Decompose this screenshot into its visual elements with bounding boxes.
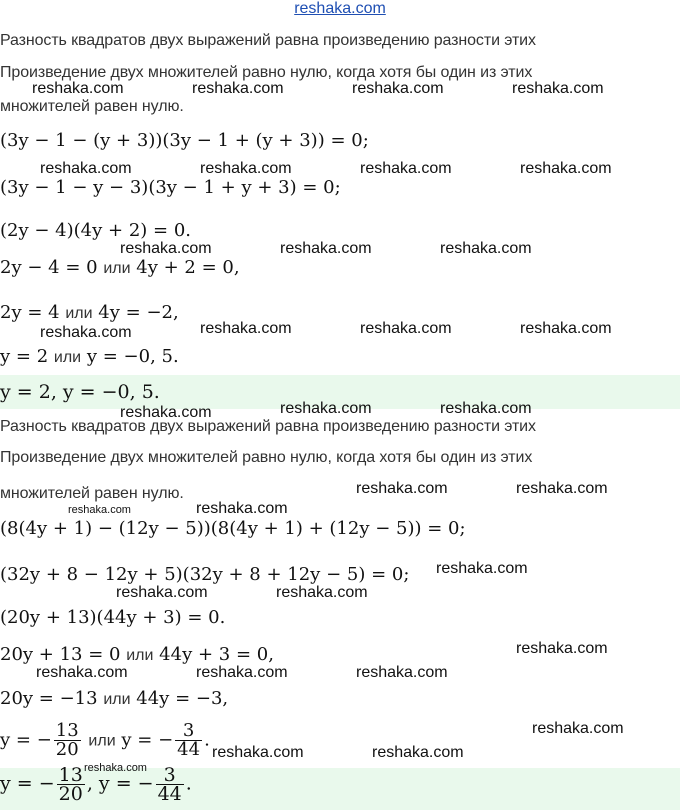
fraction [175,722,202,759]
or-word: или [88,732,116,750]
or-word: или [65,305,93,322]
or-word: или [103,260,131,277]
fraction-denominator: 44 [177,739,201,760]
equation-line: (20y + 13)(44y + 3) = 0. [0,607,226,628]
watermark: reshaka.com [120,404,212,421]
site-header-link[interactable]: reshaka.com [294,0,386,17]
explanation-text: Произведение двух множителей равно нулю, когда хотя бы один из этих [0,64,533,81]
watermark: reshaka.com [512,80,604,97]
equation-part: 4y = −2, [98,302,179,323]
watermark: reshaka.com [356,664,448,681]
watermark: reshaka.com [520,320,612,337]
equation-line [0,346,179,367]
or-word: или [103,691,131,708]
equation-part: y = − [0,772,55,795]
watermark: reshaka.com [280,400,372,417]
equation-part: 4y + 2 = 0, [136,257,240,278]
watermark: reshaka.com [352,80,444,97]
equation-part: . [185,772,192,795]
watermark: reshaka.com [280,240,372,257]
watermark: reshaka.com [436,560,528,577]
watermark: reshaka.com [40,324,132,341]
fraction [57,766,85,803]
fraction-numerator: 3 [175,722,202,741]
watermark: reshaka.com [440,240,532,257]
explanation-text: Произведение двух множителей равно нулю, когда хотя бы один из этих [0,449,533,466]
equation-line [0,688,228,709]
equation-line [0,644,274,665]
watermark: reshaka.com [192,80,284,97]
watermark: reshaka.com [120,240,212,257]
fraction [156,766,184,803]
equation-part: y = 2 [0,346,49,367]
equation-line: (32y + 8 − 12y + 5)(32y + 8 + 12y − 5) = 0; [0,564,410,585]
equation-line: (3y − 1 − (y + 3))(3y − 1 + (y + 3)) = 0; [0,130,369,151]
equation-part: . [204,729,210,751]
equation-line: (8(4y + 1) − (12y − 5))(8(4y + 1) + (12y − 5)) = 0; [0,518,466,539]
watermark: reshaka.com [68,504,131,516]
equation-part: 2y = 4 [0,302,60,323]
watermark: reshaka.com [520,160,612,177]
fraction-numerator: 13 [55,720,79,741]
watermark: reshaka.com [200,320,292,337]
watermark: reshaka.com [36,664,128,681]
watermark: reshaka.com [196,500,288,517]
watermark: reshaka.com [356,480,448,497]
watermark: reshaka.com [276,584,368,601]
watermark: reshaka.com [116,584,208,601]
watermark: reshaka.com [532,720,624,737]
explanation-text: Разность квадратов двух выражений равна произведению разности этих [0,32,536,49]
fraction-denominator: 44 [157,783,182,805]
watermark: reshaka.com [360,160,452,177]
fraction [54,722,81,759]
equation-part: y = − [121,729,174,751]
or-word: или [53,349,82,366]
equation-part: y = −0, 5. [86,346,179,367]
watermark: reshaka.com [212,744,304,761]
watermark: reshaka.com [516,480,608,497]
equation-part: 20y = −13 [0,688,98,709]
equation-part: y = − [0,729,52,751]
watermark: reshaka.com [84,762,147,774]
watermark: reshaka.com [196,664,288,681]
or-word: или [126,647,154,664]
fraction-denominator: 20 [58,783,83,805]
watermark: reshaka.com [200,160,292,177]
fraction-numerator: 13 [58,764,83,786]
watermark: reshaka.com [372,744,464,761]
watermark: reshaka.com [440,400,532,417]
equation-part: 20y + 13 = 0 [0,644,121,665]
equation-line [0,257,240,278]
explanation-text: множителей равен нулю. [0,485,184,502]
explanation-text: Разность квадратов двух выражений равна произведению разности этих [0,418,536,435]
equation-part: 44y + 3 = 0, [159,644,274,665]
watermark: reshaka.com [40,160,132,177]
watermark: reshaka.com [516,640,608,657]
explanation-text: множителей равен нулю. [0,98,184,115]
equation-part: 44y = −3, [136,688,229,709]
fraction-numerator: 3 [156,766,184,785]
equation-line: (2y − 4)(4y + 2) = 0. [0,220,191,241]
equation-line [0,302,179,323]
watermark: reshaka.com [360,320,452,337]
equation-part: , y = − [86,772,154,795]
equation-line: (3y − 1 − y − 3)(3y − 1 + y + 3) = 0; [0,177,341,198]
fraction-denominator: 20 [55,739,79,760]
watermark: reshaka.com [32,80,124,97]
equation-line [0,722,210,759]
answer-line: y = 2, y = −0, 5. [0,381,160,403]
equation-part: 2y − 4 = 0 [0,257,98,278]
